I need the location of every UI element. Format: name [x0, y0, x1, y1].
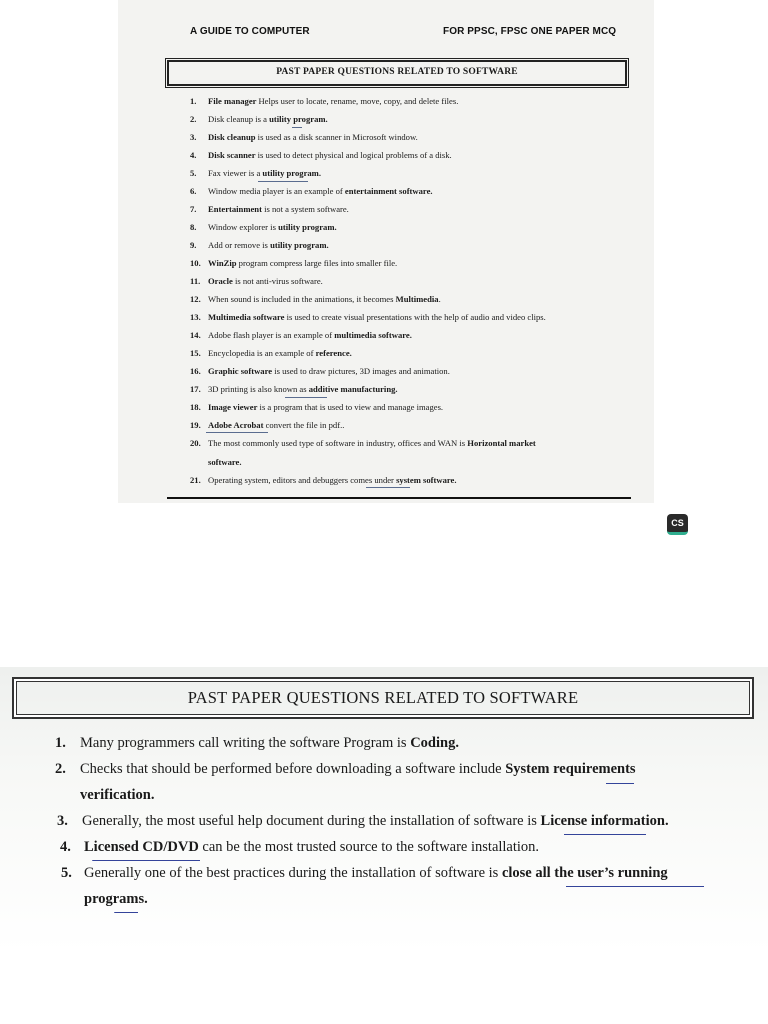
pen-mark [366, 487, 410, 488]
section-title-box [167, 60, 627, 86]
bold-answer: Disk cleanup [208, 132, 256, 142]
question-text: Operating system, editors and debuggers comes under [208, 475, 397, 485]
bold-answer: Disk scanner [208, 150, 256, 160]
item-text [80, 735, 459, 752]
item-number: 21. [190, 475, 201, 485]
item-text [208, 96, 623, 107]
bold-answer: utility program. [278, 222, 337, 232]
item-text [208, 402, 623, 413]
question-text: Window media player is an example of [208, 186, 345, 196]
pen-mark [564, 834, 646, 835]
item-number: 14. [190, 330, 201, 340]
item-number: 12. [190, 294, 201, 304]
question-text: Window explorer is [208, 222, 279, 232]
bold-answer: verification. [80, 787, 155, 803]
bold-answer: File manager [208, 96, 259, 106]
item-text [84, 839, 539, 856]
item-text [208, 204, 623, 215]
question-text: can be the most trusted source to the software installation. [198, 839, 540, 855]
camscanner-badge: CS [667, 514, 688, 535]
item-text [208, 150, 623, 161]
question-text: is not anti-virus software. [232, 276, 323, 286]
bold-answer: Coding. [410, 735, 459, 751]
bold-answer: Licensed CD/DVD [84, 839, 199, 855]
item-number: 15. [190, 348, 201, 358]
item-number: 11. [190, 276, 201, 286]
question-text: Fax viewer is a [208, 168, 263, 178]
item-number: 4. [60, 839, 71, 855]
item-text [208, 186, 623, 197]
item-number: 3. [57, 813, 68, 829]
item-text [82, 813, 669, 830]
item-number: 2. [55, 761, 66, 777]
bold-answer: Graphic software [208, 366, 273, 376]
bold-answer: software. [208, 457, 242, 467]
item-number: 3. [190, 132, 197, 142]
question-text: Helps user to locate, rename, move, copy, and delete files. [258, 96, 459, 106]
question-text: convert the file in pdf.. [263, 420, 345, 430]
item-text [208, 168, 623, 179]
item-number: 5. [190, 168, 197, 178]
question-text: is a program that is used to view and manage images. [257, 402, 444, 412]
question-text: When sound is included in the animations, it becomes [208, 294, 396, 304]
question-text: is not a system software. [261, 204, 349, 214]
bold-answer: Oracle [208, 276, 233, 286]
item-text [208, 222, 623, 233]
question-text: Checks that should be performed before downloading a software include [80, 761, 506, 777]
item-number: 10. [190, 258, 201, 268]
section-title-box [12, 677, 754, 719]
question-text: . [438, 294, 441, 304]
pen-mark [206, 432, 268, 433]
item-number: 2. [190, 114, 197, 124]
bold-answer: Multimedia software [208, 312, 285, 322]
pen-mark [606, 783, 634, 784]
question-text: Generally one of the best practices during the installation of software is [84, 865, 502, 881]
item-text [208, 457, 623, 468]
item-number: 18. [190, 402, 201, 412]
item-text [208, 330, 623, 341]
pen-mark [114, 912, 138, 913]
item-text [208, 384, 623, 395]
question-text: The most commonly used type of software in industry, offices and WAN is [208, 438, 468, 448]
bold-answer: close all the user’s running [501, 865, 668, 881]
item-text [80, 787, 155, 804]
item-number: 19. [190, 420, 201, 430]
exam-title: FOR PPSC, FPSC ONE PAPER MCQ [443, 26, 617, 37]
item-text [208, 475, 623, 486]
item-number: 1. [190, 96, 197, 106]
bold-answer: additive manufacturing. [308, 384, 398, 394]
pen-mark [285, 397, 327, 398]
question-text: 3D printing is also known as [208, 384, 309, 394]
question-text: is used as a disk scanner in Microsoft window. [255, 132, 418, 142]
item-number: 9. [190, 240, 197, 250]
bold-answer: multimedia software. [334, 330, 412, 340]
item-number: 1. [55, 735, 66, 751]
bold-answer: Adobe Acrobat [208, 420, 264, 430]
item-number: 4. [190, 150, 197, 160]
item-text [208, 438, 623, 449]
question-text: Add or remove is [208, 240, 271, 250]
bold-answer: reference. [315, 348, 352, 358]
item-text [208, 276, 623, 287]
question-text: Disk cleanup is a [208, 114, 270, 124]
page-2-scan [0, 667, 768, 1024]
pen-mark [566, 886, 704, 887]
item-number: 13. [190, 312, 201, 322]
bold-answer: Horizontal market [467, 438, 536, 448]
item-number: 8. [190, 222, 197, 232]
bold-answer: system software. [396, 475, 457, 485]
bold-answer: utility program. [270, 240, 329, 250]
item-text [84, 865, 668, 882]
item-text [208, 258, 623, 269]
item-text [208, 294, 623, 305]
item-text [208, 420, 623, 431]
section-title: PAST PAPER QUESTIONS RELATED TO SOFTWARE [276, 67, 518, 77]
item-number: 17. [190, 384, 201, 394]
pen-mark [292, 127, 302, 128]
question-text: program compress large files into smaller file. [236, 258, 398, 268]
question-text: Many programmers call writing the software Program is [80, 735, 411, 751]
item-number: 6. [190, 186, 197, 196]
bold-answer: WinZip [208, 258, 237, 268]
question-text: is used to detect physical and logical problems of a disk. [255, 150, 452, 160]
pen-mark [258, 181, 308, 182]
item-number: 5. [61, 865, 72, 881]
bold-answer: Entertainment [208, 204, 262, 214]
item-text [208, 348, 623, 359]
question-text: Encyclopedia is an example of [208, 348, 316, 358]
bold-answer: utility program. [269, 114, 328, 124]
item-text [208, 132, 623, 143]
item-text [84, 891, 148, 908]
question-text: Generally, the most useful help document during the installation of software is [82, 813, 541, 829]
bold-answer: Multimedia [395, 294, 439, 304]
bold-answer: Image viewer [208, 402, 258, 412]
bold-answer: entertainment software. [344, 186, 433, 196]
item-text [80, 761, 636, 778]
book-title: A GUIDE TO COMPUTER [190, 26, 310, 37]
item-text [208, 114, 623, 125]
item-number: 20. [190, 438, 201, 448]
item-text [208, 312, 623, 323]
item-text [208, 240, 623, 251]
bold-answer: programs. [84, 891, 148, 907]
question-text: is used to create visual presentations with the help of audio and video clips. [284, 312, 546, 322]
bold-answer: License information. [540, 813, 669, 829]
question-text: Adobe flash player is an example of [208, 330, 335, 340]
bold-answer: System requirements [505, 761, 636, 777]
bold-answer: utility program. [262, 168, 321, 178]
section-divider [167, 497, 631, 499]
item-number: 16. [190, 366, 201, 376]
page-1-scan [118, 0, 654, 503]
question-text: is used to draw pictures, 3D images and animation. [272, 366, 450, 376]
section-title: PAST PAPER QUESTIONS RELATED TO SOFTWARE [187, 688, 579, 707]
item-number: 7. [190, 204, 197, 214]
item-text [208, 366, 623, 377]
pen-mark [92, 860, 200, 861]
